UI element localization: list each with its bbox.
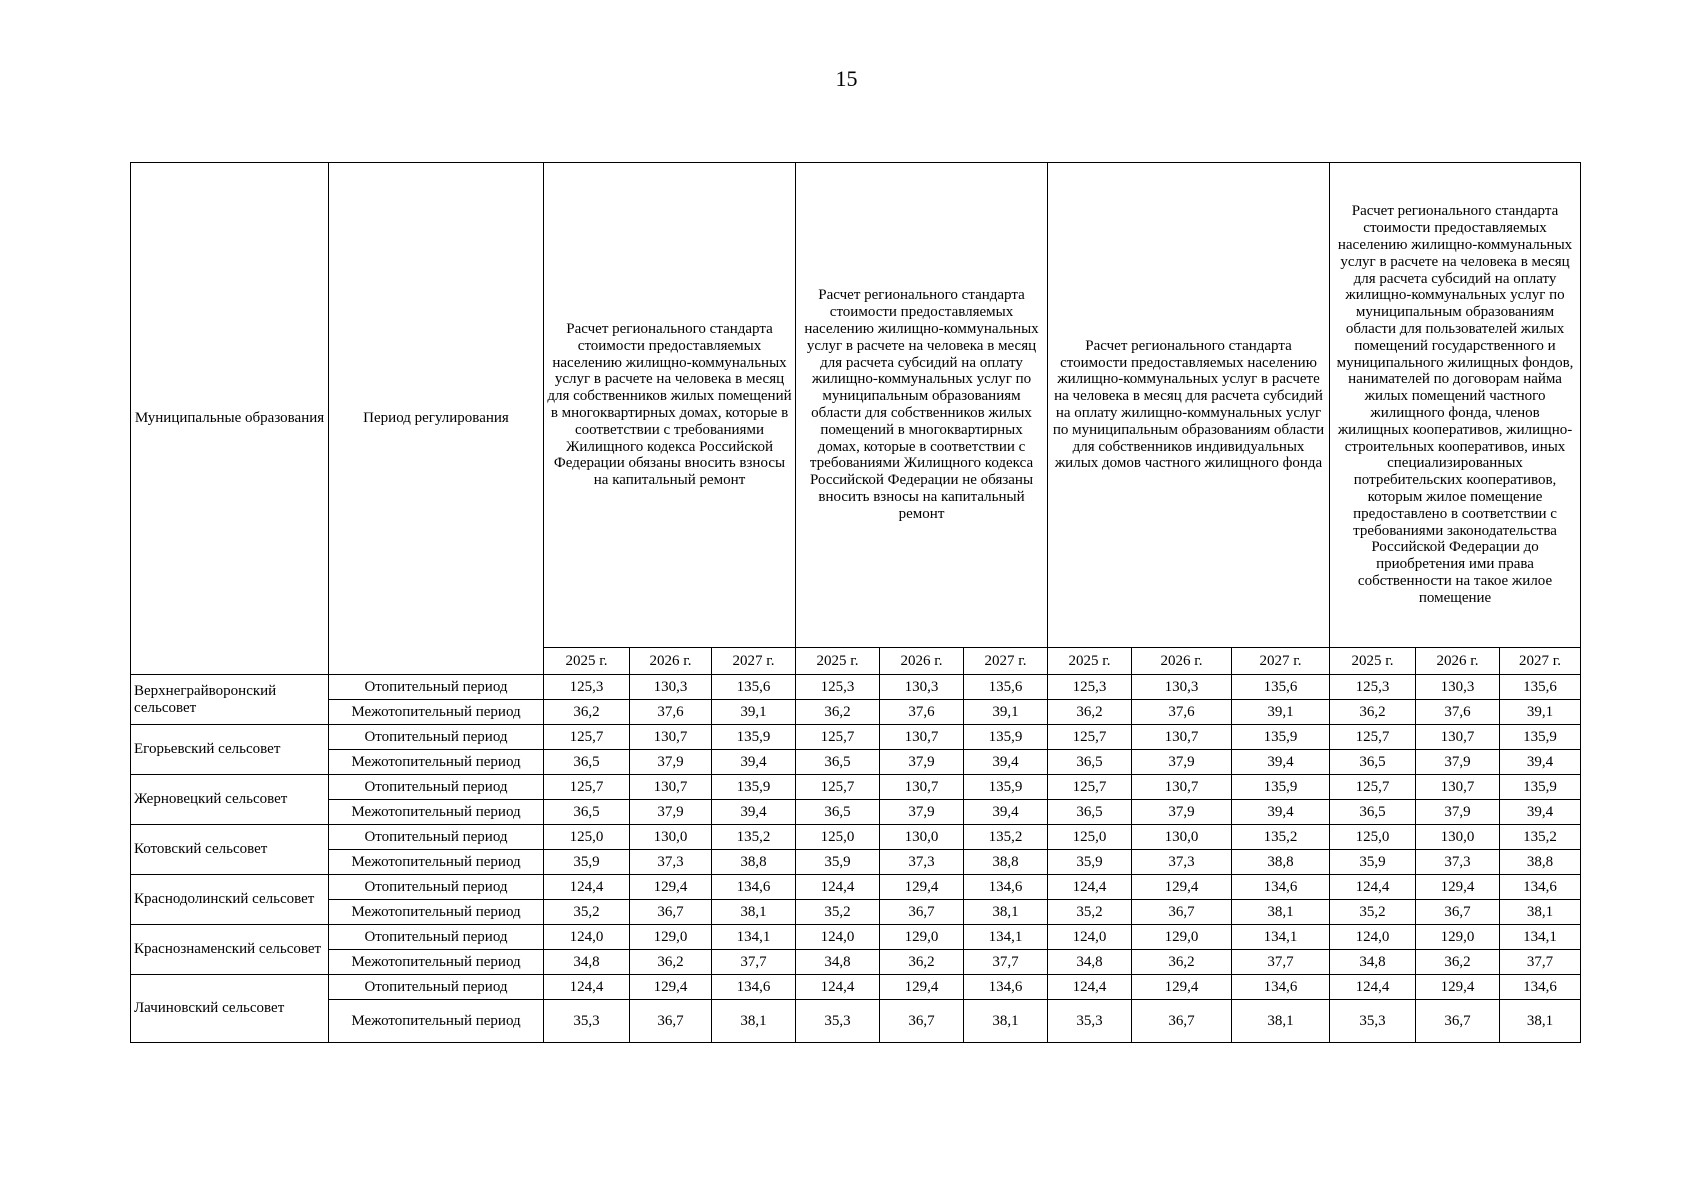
value-cell: 36,7 [880,900,964,925]
value-cell: 37,6 [880,700,964,725]
value-cell: 39,4 [1500,800,1581,825]
value-cell: 130,0 [1416,825,1500,850]
period-label: Межотопительный период [329,800,544,825]
value-cell: 35,9 [1048,850,1132,875]
value-cell: 125,7 [1048,775,1132,800]
period-label: Отопительный период [329,975,544,1000]
value-cell: 36,7 [630,1000,712,1043]
value-cell: 129,4 [1132,875,1232,900]
value-cell: 125,0 [1330,825,1416,850]
value-cell: 39,4 [1500,750,1581,775]
value-cell: 37,7 [1500,950,1581,975]
value-cell: 124,4 [796,975,880,1000]
value-cell: 38,8 [712,850,796,875]
value-cell: 124,4 [544,875,630,900]
value-cell: 38,8 [1500,850,1581,875]
value-cell: 38,1 [964,900,1048,925]
value-cell: 135,9 [712,725,796,750]
header-municipality: Муниципальные образования [131,163,329,675]
value-cell: 36,5 [1048,750,1132,775]
value-cell: 130,7 [630,725,712,750]
value-cell: 125,7 [1048,725,1132,750]
table-row [131,875,1581,900]
header-group-4: Расчет регионального стандарта стоимости предоставляемых населению жилищно-коммунальных услуг в расчете на человека в месяц для расчета субсидий на оплату жилищно-коммунальных услуг по муниципальным образованиям области для пользователей жилых помещений государственного и муниципального жилищных фондов, нанимателей по договорам найма жилых помещений частного жилищного фонда, членов жилищных кооперативов, жилищно-строительных кооперативов, иных специализированных потребительских кооперативов, которым жилое помещение предоставлено в соответствии с требованиями законодательства Российской Федерации до приобретения ими права собственности на такое жилое помещение [1330,163,1581,648]
header-period: Период регулирования [329,163,544,675]
value-cell: 134,6 [1232,975,1330,1000]
value-cell: 125,0 [1048,825,1132,850]
value-cell: 38,1 [1500,1000,1581,1043]
value-cell: 36,2 [630,950,712,975]
municipality-name: Егорьевский сельсовет [131,725,329,775]
value-cell: 37,9 [880,800,964,825]
value-cell: 125,3 [1330,675,1416,700]
period-label: Отопительный период [329,925,544,950]
period-label: Отопительный период [329,875,544,900]
value-cell: 36,2 [880,950,964,975]
value-cell: 134,6 [964,975,1048,1000]
value-cell: 125,0 [796,825,880,850]
value-cell: 34,8 [1330,950,1416,975]
header-year: 2027 г. [964,648,1048,675]
municipality-name: Котовский сельсовет [131,825,329,875]
value-cell: 124,4 [544,975,630,1000]
value-cell: 36,2 [1416,950,1500,975]
value-cell: 37,3 [1416,850,1500,875]
value-cell: 37,9 [630,750,712,775]
value-cell: 135,2 [1500,825,1581,850]
header-year: 2026 г. [630,648,712,675]
value-cell: 124,0 [1330,925,1416,950]
value-cell: 129,4 [1132,975,1232,1000]
municipality-name: Лачиновский сельсовет [131,975,329,1043]
value-cell: 37,9 [1416,750,1500,775]
value-cell: 130,7 [1416,775,1500,800]
period-label: Межотопительный период [329,1000,544,1043]
value-cell: 129,4 [880,875,964,900]
value-cell: 135,9 [1500,725,1581,750]
table-row [131,925,1581,950]
value-cell: 130,0 [880,825,964,850]
period-label: Межотопительный период [329,700,544,725]
value-cell: 125,7 [796,775,880,800]
value-cell: 36,5 [1330,750,1416,775]
value-cell: 124,4 [1048,975,1132,1000]
value-cell: 38,1 [1232,900,1330,925]
value-cell: 36,5 [796,800,880,825]
period-label: Отопительный период [329,825,544,850]
municipality-name: Краснознаменский сельсовет [131,925,329,975]
value-cell: 34,8 [1048,950,1132,975]
value-cell: 37,9 [630,800,712,825]
header-year: 2026 г. [1132,648,1232,675]
value-cell: 35,3 [1330,1000,1416,1043]
value-cell: 129,4 [630,975,712,1000]
value-cell: 35,3 [796,1000,880,1043]
value-cell: 37,3 [1132,850,1232,875]
value-cell: 135,9 [1232,725,1330,750]
value-cell: 37,9 [1132,800,1232,825]
value-cell: 125,3 [796,675,880,700]
period-label: Отопительный период [329,725,544,750]
value-cell: 124,0 [796,925,880,950]
table-row [131,775,1581,800]
value-cell: 35,3 [544,1000,630,1043]
value-cell: 39,4 [712,800,796,825]
value-cell: 135,9 [712,775,796,800]
table-row [131,1000,1581,1043]
value-cell: 36,7 [1416,900,1500,925]
value-cell: 124,0 [544,925,630,950]
value-cell: 124,4 [796,875,880,900]
value-cell: 39,1 [1232,700,1330,725]
header-year: 2025 г. [1330,648,1416,675]
value-cell: 124,4 [1330,975,1416,1000]
value-cell: 36,5 [544,750,630,775]
table-row [131,725,1581,750]
value-cell: 34,8 [544,950,630,975]
municipality-name: Верхнеграйворонский сельсовет [131,675,329,725]
value-cell: 135,6 [712,675,796,700]
value-cell: 36,5 [1330,800,1416,825]
value-cell: 134,6 [712,875,796,900]
value-cell: 38,1 [1232,1000,1330,1043]
value-cell: 37,9 [1416,800,1500,825]
value-cell: 38,1 [712,1000,796,1043]
value-cell: 125,7 [544,775,630,800]
value-cell: 38,1 [712,900,796,925]
value-cell: 134,6 [1500,875,1581,900]
header-year: 2027 г. [712,648,796,675]
value-cell: 125,7 [1330,775,1416,800]
value-cell: 39,1 [1500,700,1581,725]
value-cell: 37,7 [1232,950,1330,975]
value-cell: 38,8 [1232,850,1330,875]
value-cell: 134,1 [1232,925,1330,950]
value-cell: 39,4 [712,750,796,775]
value-cell: 135,6 [1500,675,1581,700]
value-cell: 130,3 [1132,675,1232,700]
value-cell: 130,0 [630,825,712,850]
header-year: 2027 г. [1232,648,1330,675]
value-cell: 125,3 [544,675,630,700]
value-cell: 37,3 [630,850,712,875]
value-cell: 36,7 [630,900,712,925]
value-cell: 125,3 [1048,675,1132,700]
value-cell: 36,2 [544,700,630,725]
value-cell: 135,2 [1232,825,1330,850]
value-cell: 37,6 [1416,700,1500,725]
value-cell: 129,4 [630,875,712,900]
period-label: Межотопительный период [329,950,544,975]
value-cell: 130,3 [1416,675,1500,700]
value-cell: 36,7 [1132,1000,1232,1043]
header-group-1: Расчет регионального стандарта стоимости предоставляемых населению жилищно-коммунальных услуг в расчете на человека в месяц для собственников жилых помещений в многоквартирных домах, которые в соответствии с требованиями Жилищного кодекса Российской Федерации обязаны вносить взносы на капитальный ремонт [544,163,796,648]
value-cell: 39,4 [964,750,1048,775]
value-cell: 134,1 [964,925,1048,950]
value-cell: 35,2 [796,900,880,925]
value-cell: 38,1 [1500,900,1581,925]
value-cell: 135,9 [964,725,1048,750]
table-row [131,800,1581,825]
period-label: Отопительный период [329,675,544,700]
value-cell: 36,5 [544,800,630,825]
header-group-2: Расчет регионального стандарта стоимости предоставляемых населению жилищно-коммунальных услуг в расчете на человека в месяц для расчета субсидий на оплату жилищно-коммунальных услуг по муниципальным образованиям области для собственников жилых помещений в многоквартирных домах, которые в соответствии с требованиями Жилищного кодекса Российской Федерации не обязаны вносить взносы на капитальный ремонт [796,163,1048,648]
value-cell: 39,1 [964,700,1048,725]
table-row [131,975,1581,1000]
value-cell: 129,0 [1416,925,1500,950]
header-group-3: Расчет регионального стандарта стоимости предоставляемых населению жилищно-коммунальных услуг в расчете на человека в месяц для расчета субсидий на оплату жилищно-коммунальных услуг по муниципальным образованиям области для собственников индивидуальных жилых домов частного жилищного фонда [1048,163,1330,648]
value-cell: 130,7 [1132,725,1232,750]
header-year: 2025 г. [544,648,630,675]
value-cell: 36,7 [1132,900,1232,925]
value-cell: 35,9 [544,850,630,875]
value-cell: 125,7 [544,725,630,750]
value-cell: 124,0 [1048,925,1132,950]
value-cell: 130,3 [630,675,712,700]
value-cell: 134,6 [1232,875,1330,900]
value-cell: 36,7 [880,1000,964,1043]
table-row [131,950,1581,975]
value-cell: 36,5 [1048,800,1132,825]
table-body [131,675,1581,1043]
header-year: 2026 г. [880,648,964,675]
value-cell: 130,0 [1132,825,1232,850]
value-cell: 130,7 [1132,775,1232,800]
standards-table [130,162,1581,1043]
value-cell: 35,2 [1048,900,1132,925]
value-cell: 129,4 [1416,875,1500,900]
municipality-name: Жерновецкий сельсовет [131,775,329,825]
value-cell: 135,9 [1500,775,1581,800]
value-cell: 37,9 [1132,750,1232,775]
table-row [131,750,1581,775]
value-cell: 130,7 [880,725,964,750]
table-row [131,900,1581,925]
value-cell: 135,6 [964,675,1048,700]
value-cell: 135,9 [1232,775,1330,800]
value-cell: 130,3 [880,675,964,700]
table-row [131,825,1581,850]
value-cell: 124,4 [1330,875,1416,900]
municipality-name: Краснодолинский сельсовет [131,875,329,925]
table-row [131,675,1581,700]
value-cell: 125,7 [796,725,880,750]
value-cell: 35,2 [1330,900,1416,925]
value-cell: 125,7 [1330,725,1416,750]
value-cell: 34,8 [796,950,880,975]
value-cell: 129,0 [1132,925,1232,950]
value-cell: 36,7 [1416,1000,1500,1043]
value-cell: 36,2 [796,700,880,725]
period-label: Межотопительный период [329,750,544,775]
value-cell: 38,8 [964,850,1048,875]
value-cell: 35,3 [1048,1000,1132,1043]
value-cell: 134,6 [1500,975,1581,1000]
value-cell: 135,9 [964,775,1048,800]
table-header [131,163,1581,675]
value-cell: 130,7 [880,775,964,800]
value-cell: 37,9 [880,750,964,775]
value-cell: 129,4 [1416,975,1500,1000]
value-cell: 135,2 [712,825,796,850]
value-cell: 36,2 [1132,950,1232,975]
value-cell: 130,7 [630,775,712,800]
value-cell: 39,1 [712,700,796,725]
value-cell: 36,2 [1330,700,1416,725]
value-cell: 35,2 [544,900,630,925]
value-cell: 124,4 [1048,875,1132,900]
value-cell: 36,2 [1048,700,1132,725]
value-cell: 35,9 [1330,850,1416,875]
value-cell: 39,4 [1232,800,1330,825]
table-row [131,850,1581,875]
value-cell: 38,1 [964,1000,1048,1043]
value-cell: 37,3 [880,850,964,875]
value-cell: 39,4 [964,800,1048,825]
page-number: 15 [835,66,858,91]
value-cell: 134,1 [1500,925,1581,950]
header-row-groups [131,163,1581,648]
value-cell: 125,0 [544,825,630,850]
value-cell: 134,6 [712,975,796,1000]
period-label: Межотопительный период [329,900,544,925]
period-label: Отопительный период [329,775,544,800]
value-cell: 35,9 [796,850,880,875]
value-cell: 39,4 [1232,750,1330,775]
value-cell: 37,6 [630,700,712,725]
value-cell: 134,1 [712,925,796,950]
value-cell: 134,6 [964,875,1048,900]
value-cell: 129,0 [880,925,964,950]
header-year: 2025 г. [796,648,880,675]
value-cell: 135,6 [1232,675,1330,700]
value-cell: 37,7 [712,950,796,975]
value-cell: 129,4 [880,975,964,1000]
value-cell: 130,7 [1416,725,1500,750]
header-year: 2025 г. [1048,648,1132,675]
header-year: 2027 г. [1500,648,1581,675]
value-cell: 135,2 [964,825,1048,850]
period-label: Межотопительный период [329,850,544,875]
table-row [131,700,1581,725]
value-cell: 129,0 [630,925,712,950]
value-cell: 36,5 [796,750,880,775]
header-year: 2026 г. [1416,648,1500,675]
value-cell: 37,6 [1132,700,1232,725]
value-cell: 37,7 [964,950,1048,975]
